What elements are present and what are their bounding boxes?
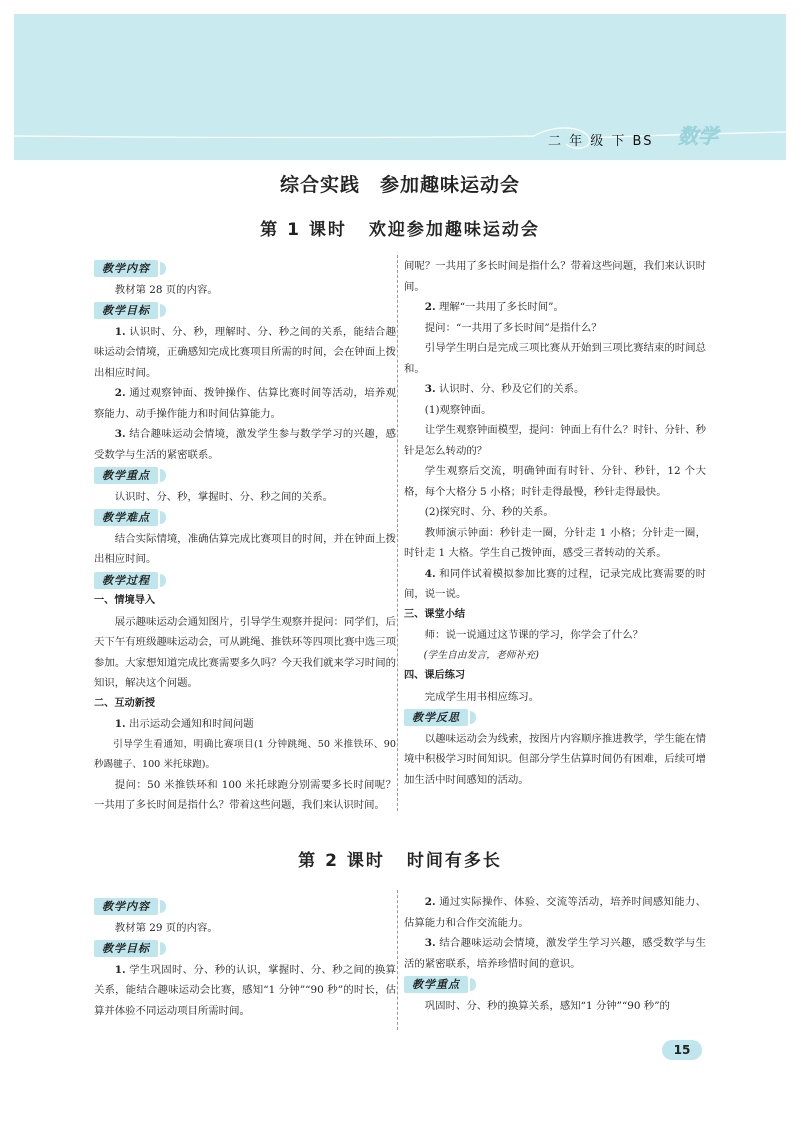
difficulty-text: 结合实际情境，准确估算完成比赛项目的时间，并在钟面上拨出相应时间。 [94,532,396,565]
key-tag: 教学重点 [404,976,468,993]
content-text: 教材第 28 页的内容。 [114,283,218,296]
step-title: 2. 理解“一共用了多长时间”。 [424,301,564,313]
goal-item: 3. 结合趣味运动会情境，激发学生学习兴趣，感受数学与生活的紧密联系，培养珍惜时间的意识。 [404,937,706,970]
header-swirl-decoration [14,14,786,160]
section-text: 展示趣味运动会通知图片，引导学生观察并提问：同学们，后天下午有班级趣味运动会，可从跳绳、推铁环等四项比赛中选三项参加。大家想知道完成比赛需要多久吗？今天我们就来学习时间的知识，解决这个问题。 [94,615,396,689]
substep-text: 让学生观察钟面模型，提问：钟面上有什么？时针、分针、秒针是怎么转动的？ [404,424,706,457]
grade-label: 二 年 级 下 BS [548,134,654,149]
chapter-title: 综合实践 参加趣味运动会 [279,174,520,196]
lesson2-left-column [94,896,396,1021]
svg-text:数学: 数学 [678,124,718,148]
content-tag: 教学内容 [94,260,158,277]
goals-tag: 教学目标 [94,302,158,319]
lesson2-number: 第 2 课时 [298,851,385,871]
key-text: 认识时、分、秒，掌握时、分、秒之间的关系。 [114,490,333,503]
step-text: 4. 和同伴试着模拟参加比赛的过程，记录完成比赛需要的时间，说一说。 [404,567,706,600]
lesson2-right-column [404,892,706,1016]
goal-item: 2. 通过观察钟面、拨钟操作、估算比赛时间等活动，培养观察能力、动手操作能力和时间估算能力。 [94,387,396,420]
math-logo-icon [676,121,720,149]
goal-item: 1. 认识时、分、秒，理解时、分、秒之间的关系，能结合趣味运动会情境，正确感知完成比赛项目所需的时间，会在钟面上拨出相应时间。 [94,325,396,379]
column-divider [397,890,398,1030]
step-question-continued: 间呢？一共用了多长时间是指什么？带着这些问题，我们来认识时间。 [404,260,706,293]
step-text: 引导学生看通知，明确比赛项目(1 分钟跳绳、50 米推铁环、90 秒踢毽子、100 米托球跑)。 [94,738,396,770]
substep-answer: 学生观察后交流，明确钟面有时针、分针、秒针，12 个大格，每个大格分 5 小格；时针走得最慢，秒针走得最快。 [404,465,706,498]
step-title: 1. 出示运动会通知和时间问题 [114,718,254,730]
substep-title: (2)探究时、分、秒的关系。 [424,506,554,518]
substep-text: 教师演示钟面：秒针走一圈，分针走 1 小格；分针走一圈，时针走 1 大格。学生自己拨钟面，感受三者转动的关系。 [404,526,706,559]
substep-title: (1)观察钟面。 [424,403,492,416]
lesson2-name: 时间有多长 [406,851,502,871]
reflect-tag: 教学反思 [404,709,468,726]
page-number: 15 [662,1040,702,1060]
key-tag: 教学重点 [94,467,158,484]
content-text: 教材第 29 页的内容。 [114,921,218,934]
reflect-text: 以趣味运动会为线索，按图片内容顺序推进教学，学生能在情境中积极学习时间知识。但部分学生估算时间仍有困难，后续可增加生活中时间感知的活动。 [404,732,706,786]
step-question: 提问：50 米推铁环和 100 米托球跑分别需要多长时间呢？一共用了多长时间是指什么？带着这些问题，我们来认识时间。 [94,778,396,811]
step-title: 3. 认识时、分、秒及它们的关系。 [424,383,585,395]
section-text: 师：说一说通过这节课的学习，你学会了什么？ [424,629,643,641]
step-question: 提问：“一共用了多长时间”是指什么？ [424,321,602,334]
lesson1-name: 欢迎参加趣味运动会 [368,220,540,240]
section-note: (学生自由发言，老师补充) [423,649,540,661]
lesson1-left-column [94,258,396,811]
step-text: 引导学生明白是完成三项比赛从开始到三项比赛结束的时间总和。 [404,342,706,375]
section-title: 二、互动新授 [94,697,156,709]
goal-item: 1. 学生巩固时、分、秒的认识，掌握时、分、秒之间的换算关系，能结合趣味运动会比赛，感知“1 分钟”“90 秒”的时长，估算并体验不同运动项目所需时间。 [94,963,396,1017]
key-text: 巩固时、分、秒的换算关系，感知“1 分钟”“90 秒”的 [424,999,670,1012]
goals-tag: 教学目标 [94,940,158,957]
section-title: 一、情境导入 [94,595,156,606]
column-divider [397,255,398,811]
lesson1-right-column [404,256,706,790]
difficulty-tag: 教学难点 [94,509,158,526]
process-tag: 教学过程 [94,572,158,589]
goal-item: 3. 结合趣味运动会情境，激发学生参与数学学习的兴趣，感受数学与生活的紧密联系。 [94,428,396,461]
lesson1-title [0,215,800,240]
section-text: 完成学生用书相应练习。 [424,690,540,703]
lesson2-title [0,846,800,871]
goal-item: 2. 通过实际操作、体验、交流等活动，培养时间感知能力、估算能力和合作交流能力。 [404,896,706,929]
header-band [14,14,786,160]
section-title: 三、课堂小结 [404,608,466,620]
content-tag: 教学内容 [94,898,158,915]
section-title: 四、课后练习 [404,670,466,681]
lesson1-number: 第 1 课时 [260,220,347,240]
